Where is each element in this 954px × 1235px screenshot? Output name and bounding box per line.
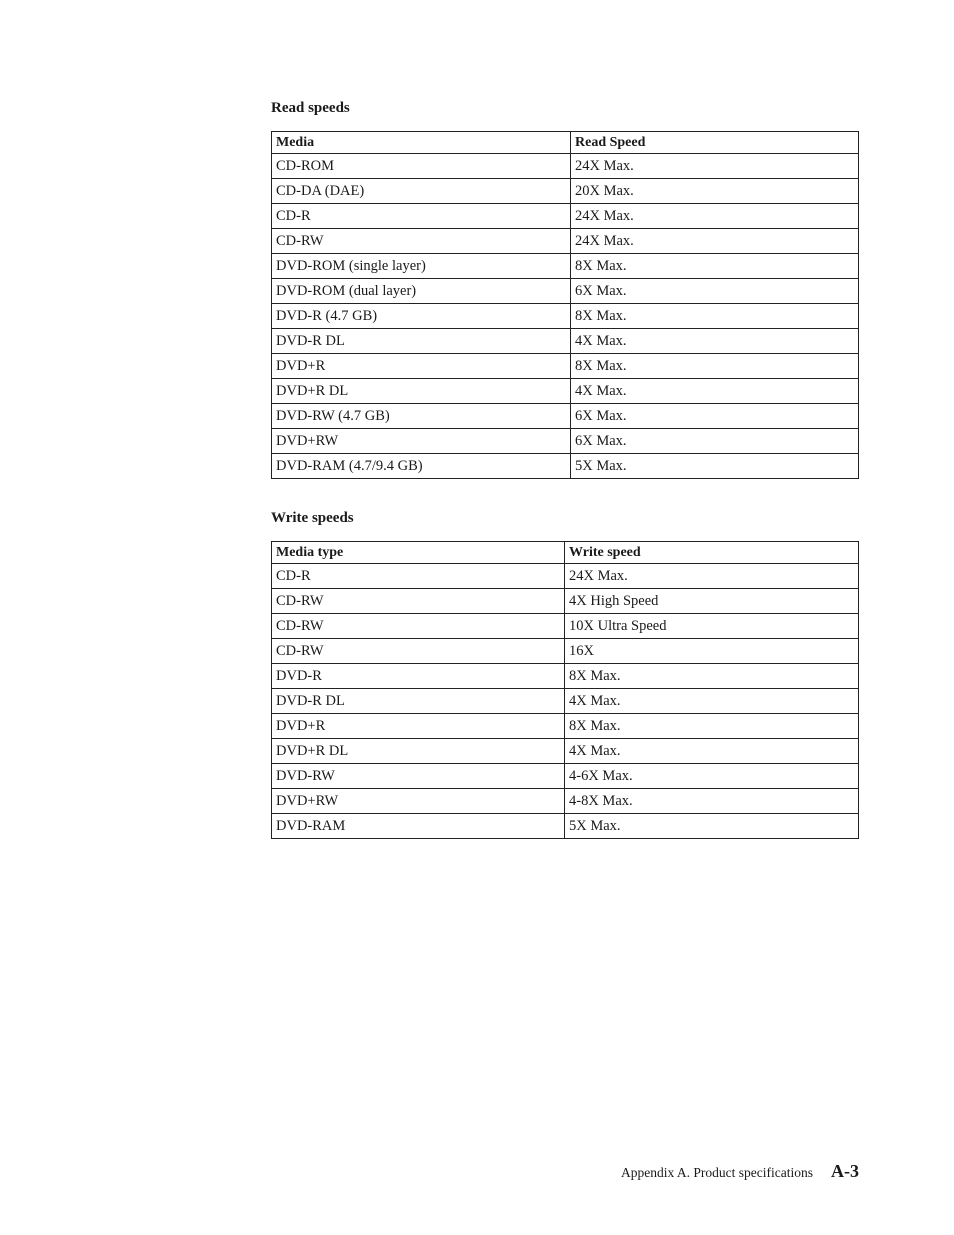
media-cell: DVD+R DL	[272, 379, 571, 404]
speed-cell: 5X Max.	[571, 454, 859, 479]
media-cell: DVD-RAM (4.7/9.4 GB)	[272, 454, 571, 479]
media-cell: DVD-R	[272, 664, 565, 689]
media-cell: DVD-ROM (dual layer)	[272, 279, 571, 304]
media-cell: DVD-RAM	[272, 814, 565, 839]
media-cell: CD-ROM	[272, 154, 571, 179]
speed-cell: 16X	[565, 639, 859, 664]
speed-cell: 6X Max.	[571, 279, 859, 304]
table-row	[272, 404, 859, 429]
media-cell: CD-R	[272, 204, 571, 229]
speed-cell: 4X Max.	[565, 689, 859, 714]
speed-cell: 8X Max.	[571, 304, 859, 329]
table-row	[272, 689, 859, 714]
page-footer	[621, 1161, 859, 1182]
table-row	[272, 739, 859, 764]
table-row	[272, 379, 859, 404]
write-speeds-heading: Write speeds	[271, 510, 354, 526]
table-row	[272, 154, 859, 179]
speed-cell: 8X Max.	[571, 354, 859, 379]
speed-cell: 4X Max.	[565, 739, 859, 764]
media-cell: DVD-R DL	[272, 329, 571, 354]
media-cell: CD-RW	[272, 589, 565, 614]
media-cell: DVD+RW	[272, 789, 565, 814]
table-row	[272, 354, 859, 379]
table-row	[272, 614, 859, 639]
media-cell: DVD-RW	[272, 764, 565, 789]
media-cell: DVD+R	[272, 354, 571, 379]
table-row	[272, 204, 859, 229]
table-row	[272, 229, 859, 254]
speed-cell: 5X Max.	[565, 814, 859, 839]
speed-cell: 8X Max.	[565, 664, 859, 689]
write-speeds-table	[271, 541, 859, 839]
media-cell: DVD+R	[272, 714, 565, 739]
media-cell: DVD+R DL	[272, 739, 565, 764]
table-row	[272, 789, 859, 814]
speed-cell: 6X Max.	[571, 429, 859, 454]
table-row	[272, 714, 859, 739]
speed-cell: 24X Max.	[571, 204, 859, 229]
media-cell: DVD-R (4.7 GB)	[272, 304, 571, 329]
page-number: A-3	[831, 1161, 859, 1181]
speed-cell: 4X High Speed	[565, 589, 859, 614]
table-header-row	[272, 132, 859, 154]
speed-cell: 10X Ultra Speed	[565, 614, 859, 639]
speed-cell: 24X Max.	[571, 154, 859, 179]
table-row	[272, 564, 859, 589]
speed-cell: 6X Max.	[571, 404, 859, 429]
table-row	[272, 814, 859, 839]
column-header-write-speed: Write speed	[565, 542, 859, 564]
media-cell: CD-RW	[272, 639, 565, 664]
speed-cell: 4X Max.	[571, 329, 859, 354]
media-cell: DVD-RW (4.7 GB)	[272, 404, 571, 429]
table-row	[272, 589, 859, 614]
table-row	[272, 764, 859, 789]
media-cell: DVD-ROM (single layer)	[272, 254, 571, 279]
speed-cell: 8X Max.	[571, 254, 859, 279]
table-row	[272, 664, 859, 689]
table-row	[272, 179, 859, 204]
table-row	[272, 279, 859, 304]
read-speeds-heading: Read speeds	[271, 100, 350, 116]
table-row	[272, 329, 859, 354]
table-row	[272, 429, 859, 454]
column-header-media-type: Media type	[272, 542, 565, 564]
speed-cell: 24X Max.	[565, 564, 859, 589]
speed-cell: 4X Max.	[571, 379, 859, 404]
media-cell: CD-R	[272, 564, 565, 589]
footer-section-title: Appendix A. Product specifications	[621, 1165, 813, 1180]
column-header-media: Media	[272, 132, 571, 154]
media-cell: CD-DA (DAE)	[272, 179, 571, 204]
speed-cell: 4-6X Max.	[565, 764, 859, 789]
speed-cell: 20X Max.	[571, 179, 859, 204]
table-row	[272, 639, 859, 664]
speed-cell: 24X Max.	[571, 229, 859, 254]
table-row	[272, 254, 859, 279]
read-speeds-table	[271, 131, 859, 479]
media-cell: CD-RW	[272, 229, 571, 254]
table-row	[272, 304, 859, 329]
media-cell: CD-RW	[272, 614, 565, 639]
table-header-row	[272, 542, 859, 564]
table-row	[272, 454, 859, 479]
media-cell: DVD-R DL	[272, 689, 565, 714]
speed-cell: 8X Max.	[565, 714, 859, 739]
media-cell: DVD+RW	[272, 429, 571, 454]
column-header-read-speed: Read Speed	[571, 132, 859, 154]
speed-cell: 4-8X Max.	[565, 789, 859, 814]
